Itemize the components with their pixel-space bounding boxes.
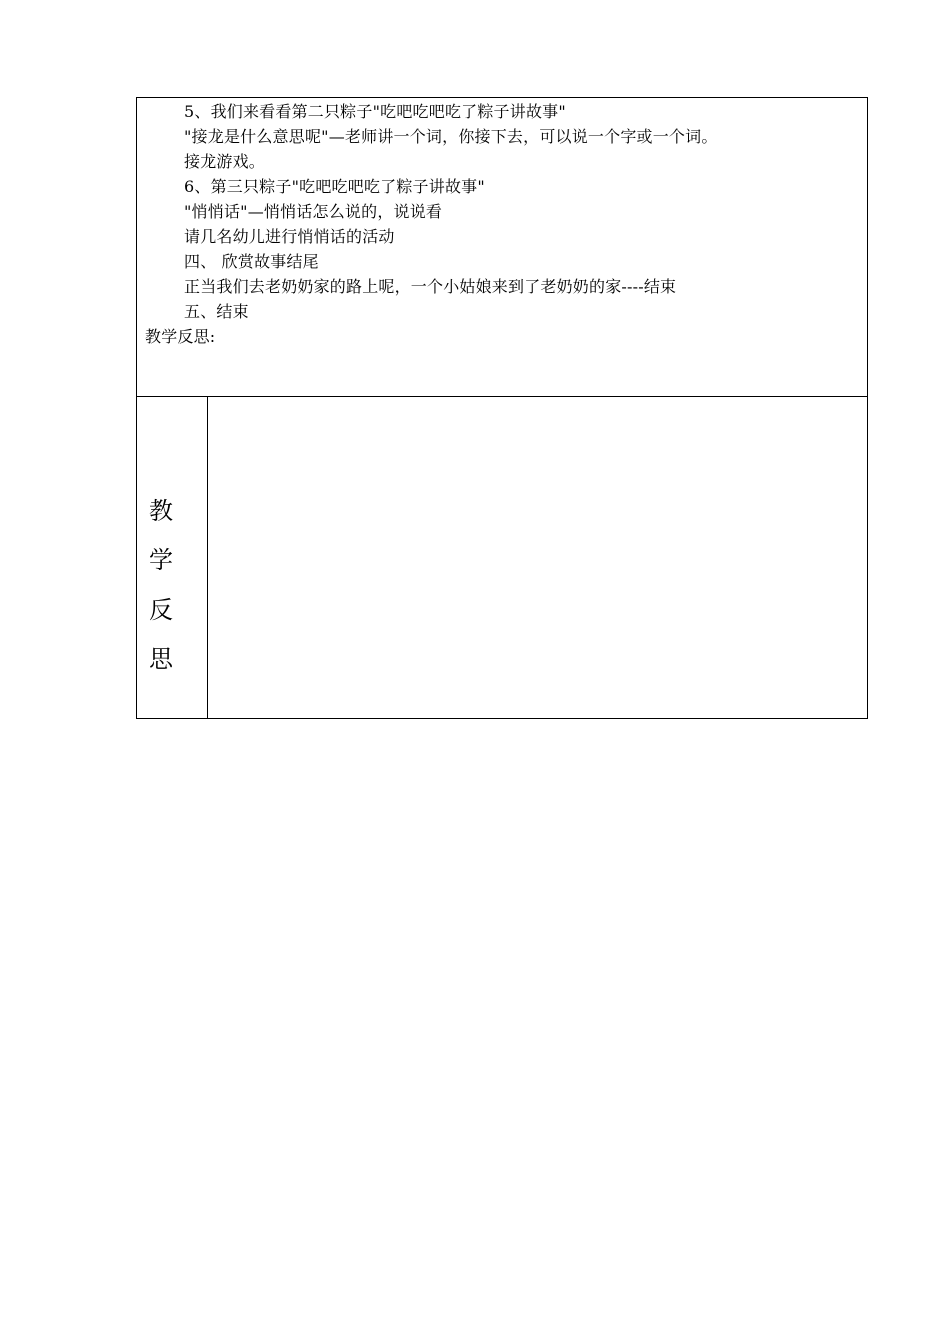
reflection-label-cell [137,397,208,718]
lesson-table [136,97,868,719]
side-label-char-2: 学 [149,546,173,574]
reflection-content-cell[interactable] [208,397,867,718]
side-label-char-4: 思 [149,645,173,673]
dragon-question-line: "接龙是什么意思呢"—老师讲一个词，你接下去，可以说一个字或一个词。 [184,127,718,146]
section-5-heading: 五、结束 [184,302,249,321]
step-6-line: 6、第三只粽子"吃吧吃吧吃了粽子讲故事" [184,177,485,196]
lesson-process-cell [137,98,867,397]
whisper-line: "悄悄话"—悄悄话怎么说的，说说看 [184,202,443,221]
reflection-row [137,397,867,718]
side-label-char-1: 教 [149,497,173,525]
step-5-line: 5、我们来看看第二只粽子"吃吧吃吧吃了粽子讲故事" [184,102,566,121]
section-4-heading: 四、 欣赏故事结尾 [184,252,319,271]
reflection-heading: 教学反思: [145,327,216,346]
side-label-char-3: 反 [149,596,173,624]
story-ending-line: 正当我们去老奶奶家的路上呢，一个小姑娘来到了老奶奶的家----结束 [184,277,677,296]
whisper-activity-line: 请几名幼儿进行悄悄话的活动 [184,227,395,246]
dragon-game-line: 接龙游戏。 [184,152,266,171]
